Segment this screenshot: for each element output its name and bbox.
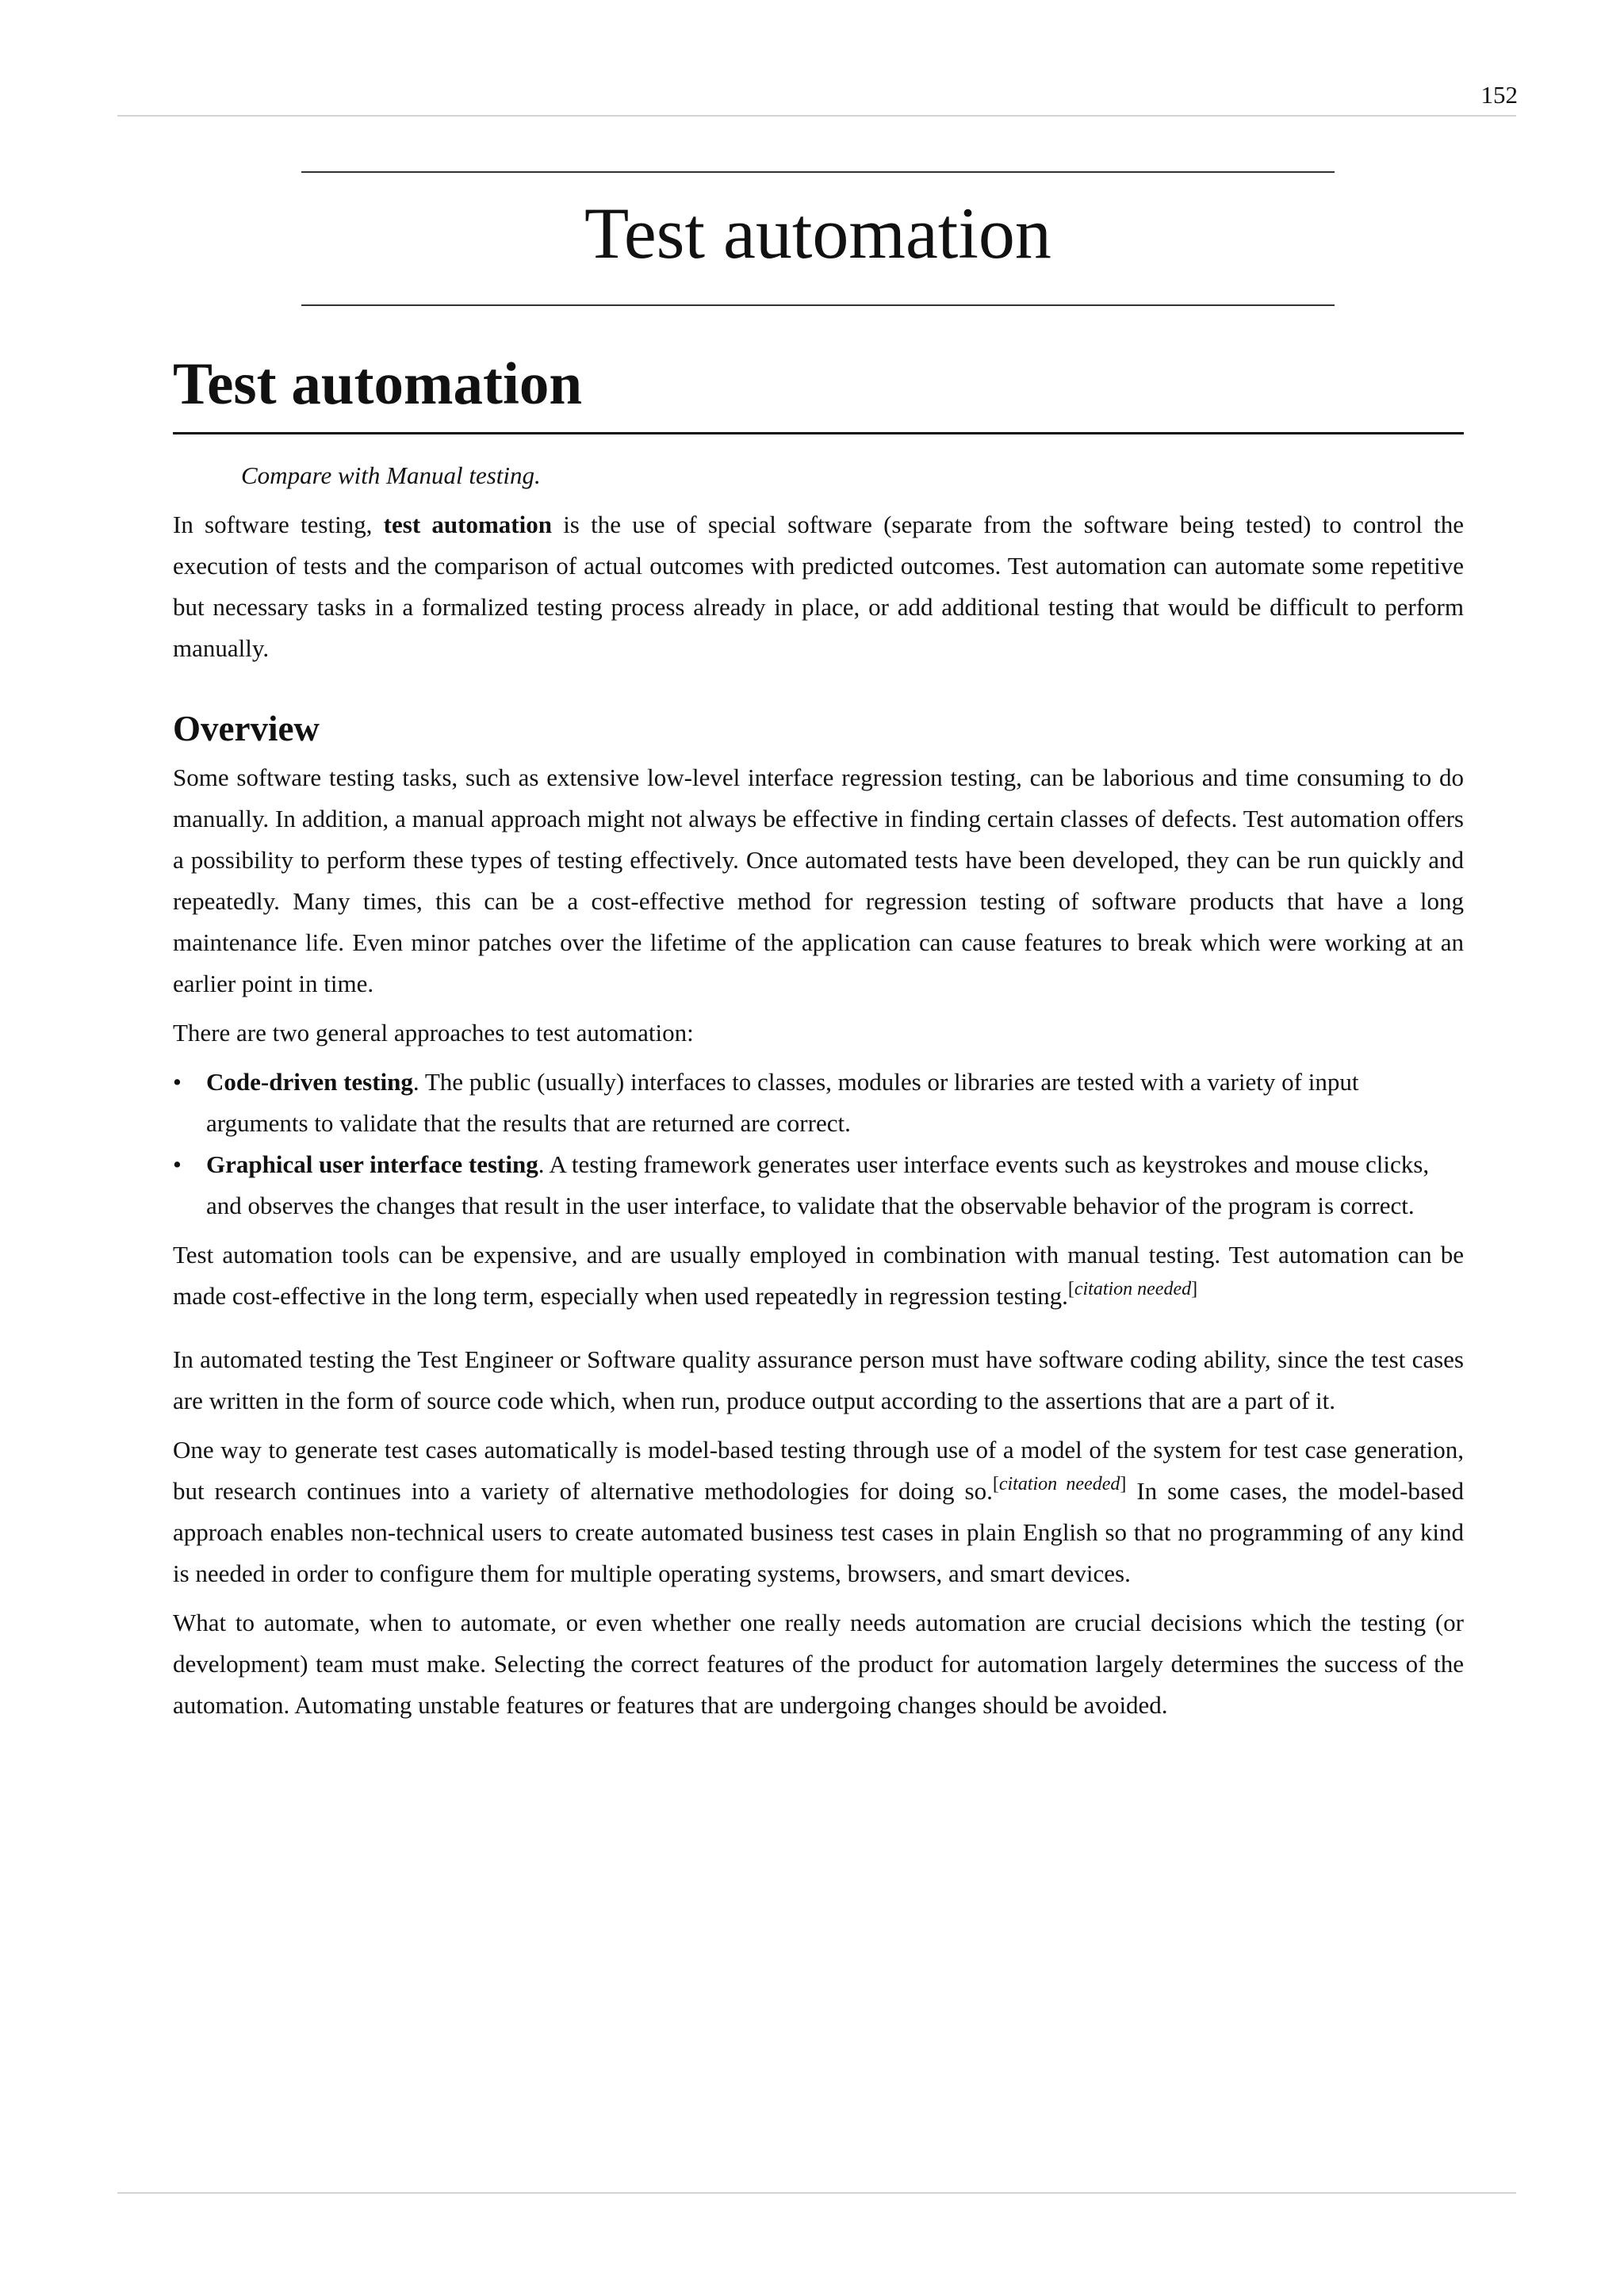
list-item-term: Graphical user interface testing bbox=[206, 1150, 538, 1179]
citation-needed-text: citation needed bbox=[998, 1474, 1120, 1495]
list-item bbox=[173, 1144, 1464, 1226]
paragraph-3-text: Test automation tools can be expensive, and are usually employed in combination with manual testing. Test automation can be made cost-effective in the long term, especially when used repeatedly in regression testing. bbox=[173, 1241, 1464, 1311]
overview-paragraph-6: What to automate, when to automate, or even whether one really needs automation are crucial decisions which the testing (or development) team must make. Selecting the correct features of the product for automation largely determines the success of the automation. Automating unstable features or features that are undergoing changes should be avoided. bbox=[173, 1609, 1464, 1720]
citation-needed-text: citation needed bbox=[1074, 1279, 1192, 1300]
overview-paragraph-2: There are two general approaches to test automation: bbox=[173, 1019, 694, 1047]
overview-paragraph-1: Some software testing tasks, such as extensive low-level interface regression testing, can be laborious and time consuming to do manually. In addition, a manual approach might not always be effective in finding certain classes of defects. Test automation offers a possibility to perform these types of testing effectively. Once automated tests have been developed, they can be run quickly and repeatedly. Many times, this can be a cost-effective method for regression testing of software products that have a long maintenance life. Even minor patches over the lifetime of the application can cause features to break which were working at an earlier point in time. bbox=[173, 763, 1464, 998]
article-title: Test automation bbox=[173, 352, 1464, 434]
citation-open-bracket: [ bbox=[992, 1474, 999, 1495]
footer-rule bbox=[117, 2192, 1516, 2194]
bullet-marker: • bbox=[173, 1068, 182, 1096]
article-body bbox=[173, 352, 1464, 1726]
overview-paragraph-5 bbox=[173, 1429, 1464, 1594]
citation-open-bracket: [ bbox=[1067, 1279, 1074, 1300]
list-item-term: Code-driven testing bbox=[206, 1068, 413, 1096]
intro-bold-term: test automation bbox=[383, 510, 552, 538]
page-number: 152 bbox=[1480, 81, 1518, 109]
intro-paragraph bbox=[173, 504, 1464, 669]
chapter-title-block bbox=[301, 171, 1335, 306]
bullet-marker: • bbox=[173, 1150, 182, 1179]
citation-close-bracket: ] bbox=[1120, 1474, 1127, 1495]
hatnote: Compare with Manual testing. bbox=[241, 461, 541, 489]
chapter-title: Test automation bbox=[584, 193, 1051, 274]
list-item bbox=[173, 1062, 1464, 1144]
header-rule bbox=[117, 115, 1516, 117]
intro-text-end: is the use of special software (separate from the software being tested) to control the execution of tests and the comparison of actual outcomes with predicted outcomes. Test automation can automate some repetitive but necessary tasks in a formalized testing process already in place, or add additional testing that would be difficult to perform manually. bbox=[173, 510, 1464, 662]
paragraph-5-text-start: One way to generate test cases automatically is model-based testing through use of a model of the system for test case generation, but research continues into a variety of alternative methodologies for doing so. bbox=[173, 1436, 1464, 1506]
paragraph-5-text-end: In some cases, the model-based approach enables non-technical users to create automated business test cases in plain English so that no programming of any kind is needed in order to configure them for multiple operating systems, browsers, and smart devices. bbox=[173, 1477, 1464, 1588]
list-item-text: . The public (usually) interfaces to classes, modules or libraries are tested with a variety of input arguments to validate that the results that are returned are correct. bbox=[206, 1068, 1359, 1138]
overview-paragraph-4: In automated testing the Test Engineer or Software quality assurance person must have software coding ability, since the test cases are written in the form of source code which, when run, produce output according to the assertions that are a part of it. bbox=[173, 1345, 1464, 1415]
list-item-text: . A testing framework generates user interface events such as keystrokes and mouse clicks, and observes the changes that result in the user interface, to validate that the observable behavior of the program is correct. bbox=[206, 1150, 1430, 1220]
intro-text-start: In software testing, bbox=[173, 510, 384, 538]
overview-paragraph-3 bbox=[173, 1234, 1464, 1317]
citation-needed-link[interactable] bbox=[993, 1474, 1127, 1494]
citation-needed-link[interactable] bbox=[1068, 1279, 1197, 1299]
citation-close-bracket: ] bbox=[1191, 1279, 1198, 1300]
approaches-list bbox=[173, 1062, 1464, 1226]
overview-heading: Overview bbox=[173, 708, 320, 748]
